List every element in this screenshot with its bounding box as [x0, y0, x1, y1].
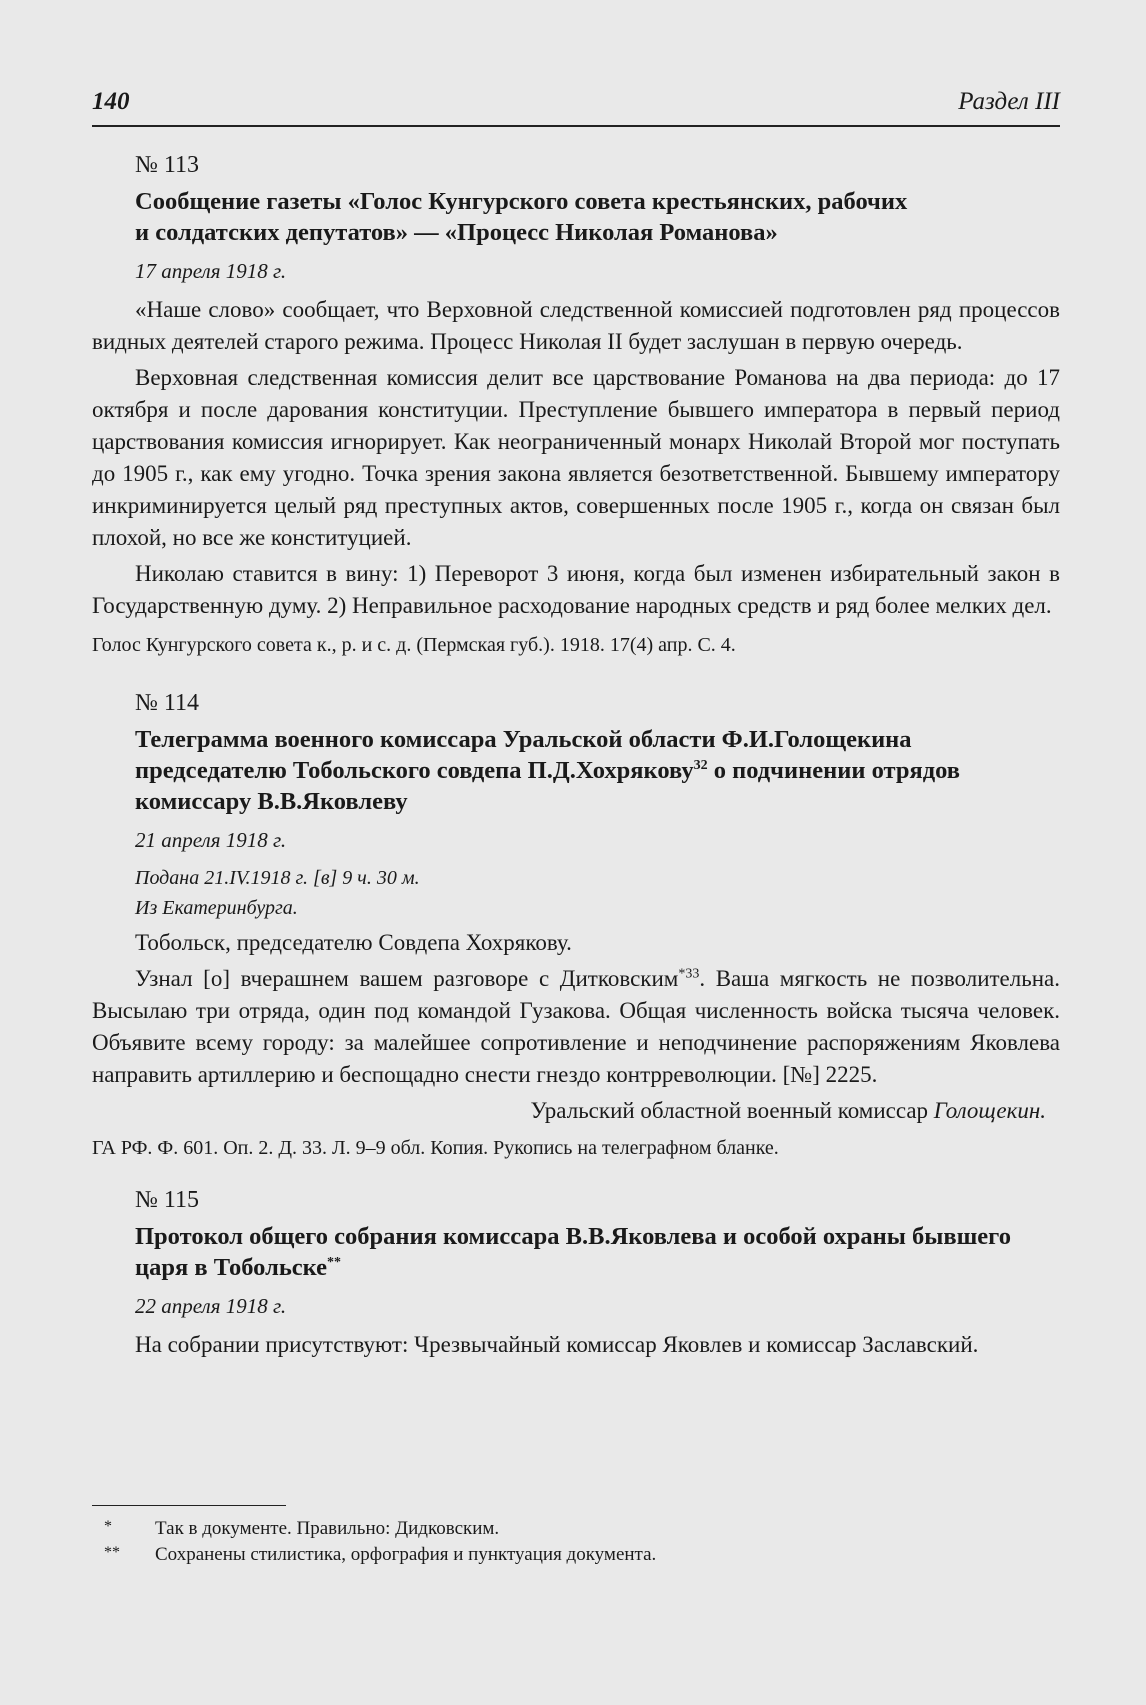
title-text: Телеграмма военного комиссара Уральской области Ф.И.Голощекина председателю Тобольского совдепа П.Д.Хохрякову [135, 726, 912, 784]
telegram-origin: Из Екатеринбурга. [135, 897, 298, 919]
title-line: Сообщение газеты «Голос Кунгурского совета крестьянских, рабочих [135, 188, 908, 215]
paragraph: Верховная следственная комиссия делит все царствование Романова на два периода: до 17 октября и после дарования конституции. Преступление бывшего императора в первый период царствования комиссия игнорирует. Как неограниченный монарх Николай Второй мог поступать до 1905 г., как ему угодно. Точка зрения закона является безответственной. Бывшему императору инкриминируется целый ряд преступных актов, совершенных после 1905 г., когда он связан был плохой, но все же конституцией. [92, 365, 1060, 550]
footnote [92, 1542, 1060, 1568]
paragraph-text: Узнал [о] вчерашнем вашем разговоре с Дитковским [135, 966, 679, 991]
page-body [92, 148, 1060, 1365]
signature-name: Голощекин. [933, 1098, 1046, 1123]
source-reference: ГА РФ. Ф. 601. Оп. 2. Д. 33. Л. 9–9 обл. Копия. Рукопись на телеграфном бланке. [92, 1137, 779, 1159]
document-113 [92, 148, 1060, 660]
document-number: № 115 [135, 1187, 200, 1213]
page-header [92, 84, 1060, 124]
footnote-rule [92, 1505, 286, 1506]
document-114 [92, 686, 1060, 1163]
signature-line [92, 1095, 1046, 1127]
document-title [92, 186, 1060, 248]
title-text: Протокол общего собрания комиссара В.В.Яковлева и особой охраны бывшего царя в Тобольске [135, 1223, 1011, 1281]
header-rule [92, 125, 1060, 127]
document-115 [92, 1183, 1060, 1361]
signature-role: Уральский областной военный комиссар [530, 1098, 929, 1123]
section-title: Раздел III [958, 88, 1060, 115]
footnote-ref: *33 [678, 966, 700, 982]
footnote [92, 1516, 1060, 1542]
footnote-mark: ** [104, 1544, 120, 1561]
document-date: 21 апреля 1918 г. [135, 828, 287, 852]
title-line: и солдатских депутатов» — «Процесс Николая Романова» [135, 219, 778, 246]
paragraph [92, 963, 1060, 1091]
footnote-text: Так в документе. Правильно: Дидковским. [155, 1518, 500, 1539]
footnotes [92, 1516, 1060, 1568]
paragraph: Николаю ставится в вину: 1) Переворот 3 июня, когда был изменен избирательный закон в Государственную думу. 2) Неправильное расходование народных средств и ряд более мелких дел. [92, 561, 1060, 618]
document-date: 22 апреля 1918 г. [135, 1294, 287, 1318]
paragraph-text: . Ваша мягкость не позволительна. Высылаю три отряда, один под командой Гузакова. Общая численность войска тысяча человек. Объявите всему городу: за малейшее сопротивление и неподчинение распоряжениям Яковлева направить артиллерию и беспощадно снести гнездо контрреволюции. [№] 2225. [92, 966, 1060, 1087]
footnote-mark: * [104, 1518, 112, 1535]
address-line: Тобольск, председателю Совдепа Хохрякову. [135, 930, 572, 955]
source-reference: Голос Кунгурского совета к., р. и с. д. (Пермская губ.). 1918. 17(4) апр. С. 4. [92, 634, 736, 656]
document-number: № 114 [135, 690, 200, 716]
title-text: о подчинении отрядов комиссару В.В.Яковлеву [135, 757, 960, 815]
page-number: 140 [92, 88, 130, 115]
footnote-ref: 32 [693, 757, 708, 773]
document-title [92, 724, 1060, 817]
footnote-ref: ** [327, 1254, 342, 1270]
paragraph: На собрании присутствуют: Чрезвычайный комиссар Яковлев и комиссар Заславский. [135, 1332, 979, 1357]
document-number: № 113 [135, 152, 200, 178]
telegram-submitted: Подана 21.IV.1918 г. [в] 9 ч. 30 м. [135, 867, 420, 889]
document-title [92, 1221, 1060, 1283]
document-date: 17 апреля 1918 г. [135, 259, 287, 283]
paragraph: «Наше слово» сообщает, что Верховной следственной комиссией подготовлен ряд процессов видных деятелей старого режима. Процесс Николая II будет заслушан в первую очередь. [92, 297, 1060, 354]
footnote-text: Сохранены стилистика, орфография и пунктуация документа. [155, 1544, 657, 1565]
